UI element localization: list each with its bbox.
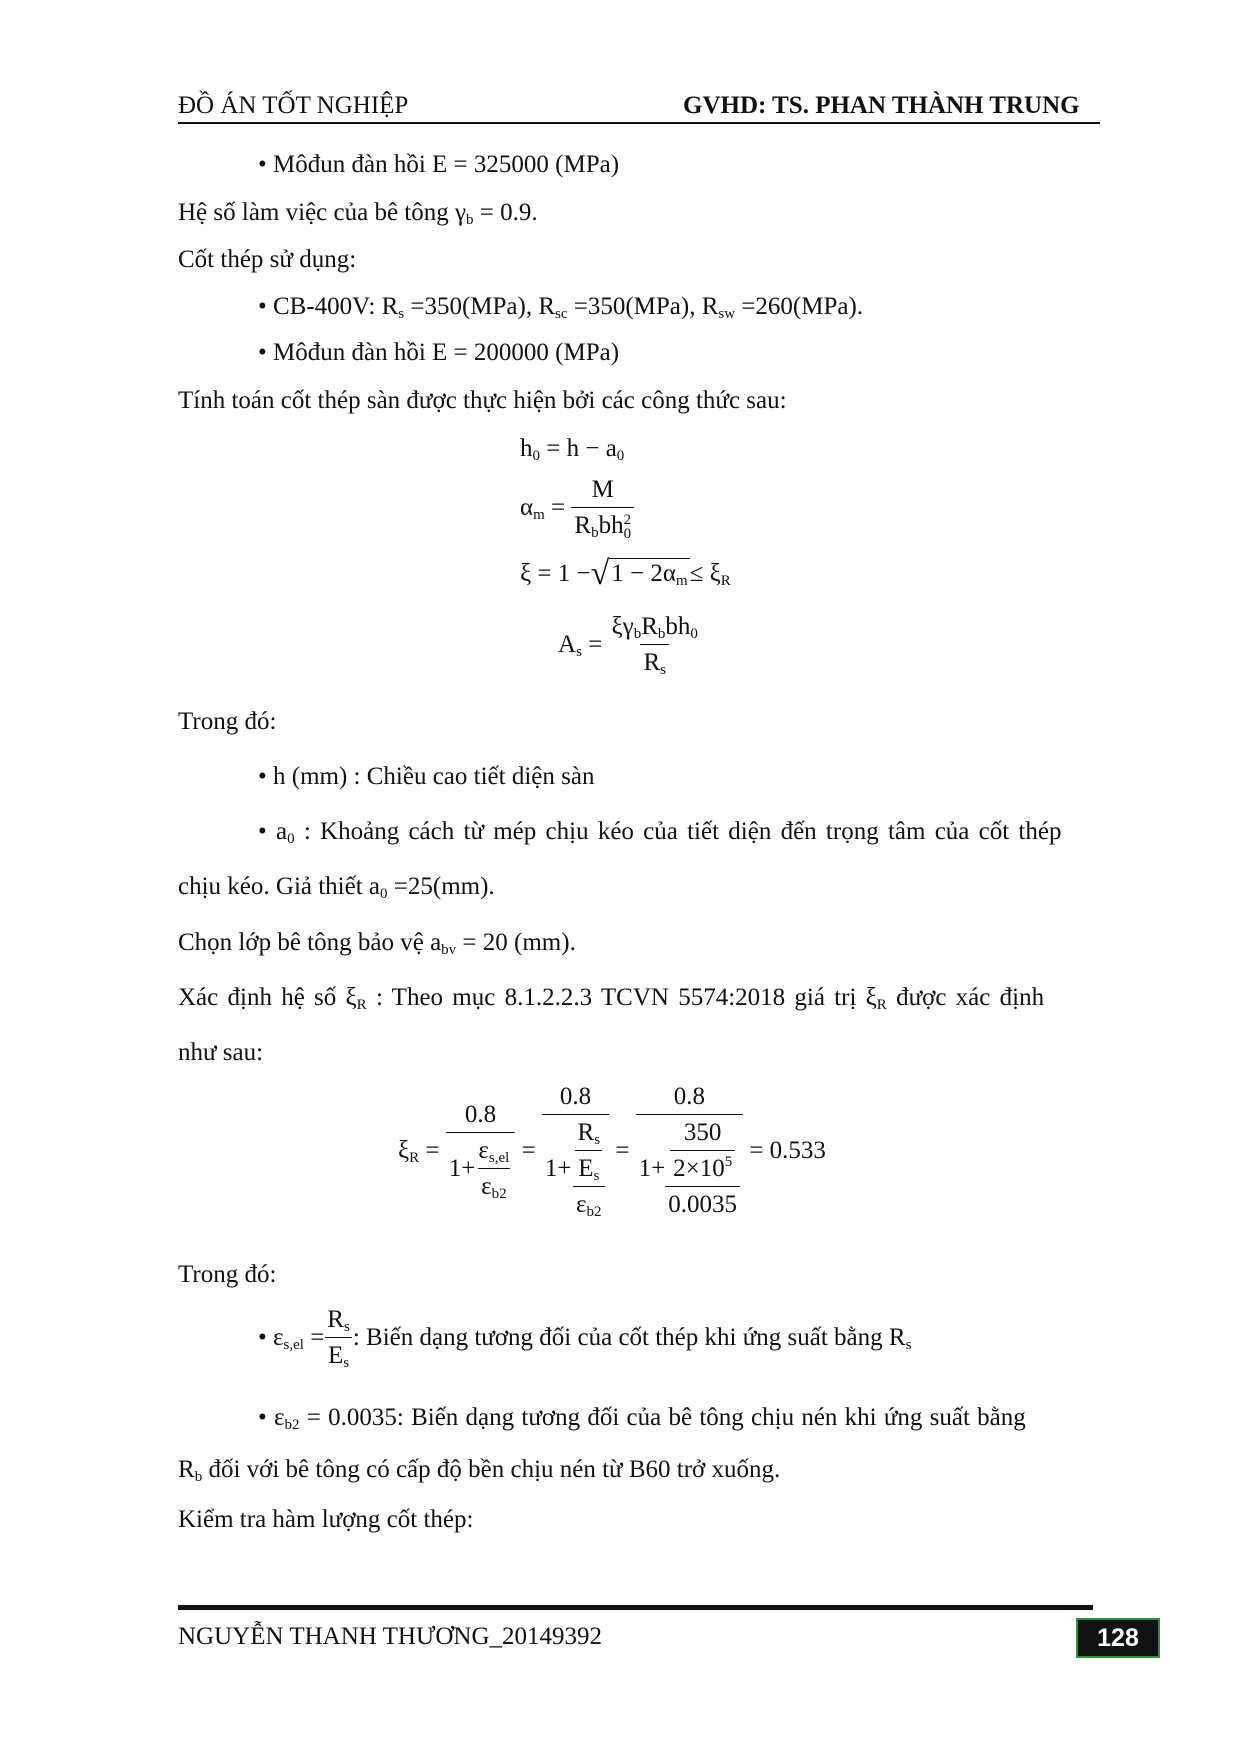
header-right: GVHD: TS. PHAN THÀNH TRUNG [683, 92, 1080, 119]
xi-r-intro-continuation: như sau: [178, 1039, 264, 1066]
formula-xi: ξ = 1 − √ $1 - 2\alpha_m$ ≤ $\xi_R$ [520, 554, 731, 592]
trong-do-heading-1: Trong đó: [178, 708, 277, 735]
xi-r-fraction-1: 0.8 1+ $\frac{\varepsilon_{s,el}}{\varepsilon_{b2}}$ [446, 1100, 516, 1202]
header-left: ĐỒ ÁN TỐT NGHIỆP [178, 92, 409, 119]
modulus-concrete-line: • Môđun đàn hồi E = 325000 (MPa) [258, 151, 620, 178]
formula-h0: $h_0 = h - a_0$ [520, 435, 625, 464]
modulus-steel-line: • Môđun đàn hồi E = 200000 (MPa) [258, 339, 620, 366]
xi-r-fraction-3: 0.8 1+ $\frac{\frac{350}{2\times 10^5}}{0.0035}$ [636, 1082, 743, 1220]
concrete-factor-line: Hệ số làm việc của bê tông $\gamma_b = 0.9$. [178, 199, 538, 228]
as-fraction: $\frac{\xi\gamma_bR_bbh_0}{R_s}$ [611, 613, 698, 678]
bullet-eps-b2: • $\varepsilon_{b2} = 0.0035$: Biến dạng tương đối của bê tông chịu nén khi ứng suất bằng [258, 1404, 1026, 1433]
bullet-a0-continuation: chịu kéo. Giả thiết $a_0 =25(mm)$. [178, 873, 495, 902]
bullet-h: • h (mm) : Chiều cao tiết diện sàn [258, 763, 595, 790]
trong-do-heading-2: Trong đó: [178, 1261, 277, 1288]
bullet-eps-el: • $\varepsilon_{s,el}$ = $\frac{R_s}{E_s}$ : Biến dạng tương đối của cốt thép khi ứng suất bằng $R_s$ [258, 1306, 912, 1371]
xi-r-intro-line: Xác định hệ số $\xi_R$ : Theo mục 8.1.2.2.3 TCVN 5574:2018 giá trị $\xi_R$ được xác định [178, 984, 1045, 1013]
alpha-m-fraction: M $R_bbh$ 2 0 [571, 475, 634, 541]
bullet-a0: • $a_0$ : Khoảng cách từ mép chịu kéo của tiết diện đến trọng tâm của cốt thép [258, 818, 1062, 847]
bullet-eps-b2-continuation: $R_b$ đối với bê tông có cấp độ bền chịu nén từ B60 trở xuống. [178, 1456, 781, 1485]
xi-r-fraction-2: 0.8 1+ $\frac{\frac{R_s}{E_s}}{\varepsilon_{b2}}$ [542, 1082, 609, 1220]
eps-el-fraction: $\frac{R_s}{E_s}$ [324, 1305, 353, 1371]
calc-intro-line: Tính toán cốt thép sàn được thực hiện bởi các công thức sau: [178, 387, 787, 414]
sqrt-sign: √ [590, 554, 610, 592]
header-rule [178, 122, 1100, 124]
page-number-badge: 128 [1076, 1618, 1160, 1658]
steel-grade-line: • CB-400V: $R_s =350(MPa)$, $R_{sc} =350(MPa)$, $R_{sw} =260(MPa)$. [258, 293, 864, 322]
footer-author: NGUYỄN THANH THƯƠNG_20149392 [178, 1623, 603, 1650]
cover-layer-line: Chọn lớp bê tông bảo vệ $a_{bv} = 20$ (mm). [178, 929, 576, 958]
steel-ratio-check-line: Kiểm tra hàm lượng cốt thép: [178, 1506, 474, 1533]
formula-alpha-m: $\alpha_m$ = M $R_bbh$ 2 0 [520, 475, 634, 541]
formula-as: $A_s$ = $\frac{\xi\gamma_bR_bbh_0}{R_s}$ [558, 612, 701, 678]
steel-used-heading: Cốt thép sử dụng: [178, 246, 357, 273]
footer-rule [178, 1605, 1093, 1610]
formula-xi-r: $\xi_R$ = 0.8 1+ $\frac{\varepsilon_{s,el}}{\varepsilon_{b2}}$ = 0.8 1+ $\frac{\frac{R_s}{E_s}}{\varepsilon_{b2}}$ = 0.8 1+ $\frac{\frac{350}{2\times 10^5}}{0.0035}$ = 0.533 [398, 1083, 826, 1220]
